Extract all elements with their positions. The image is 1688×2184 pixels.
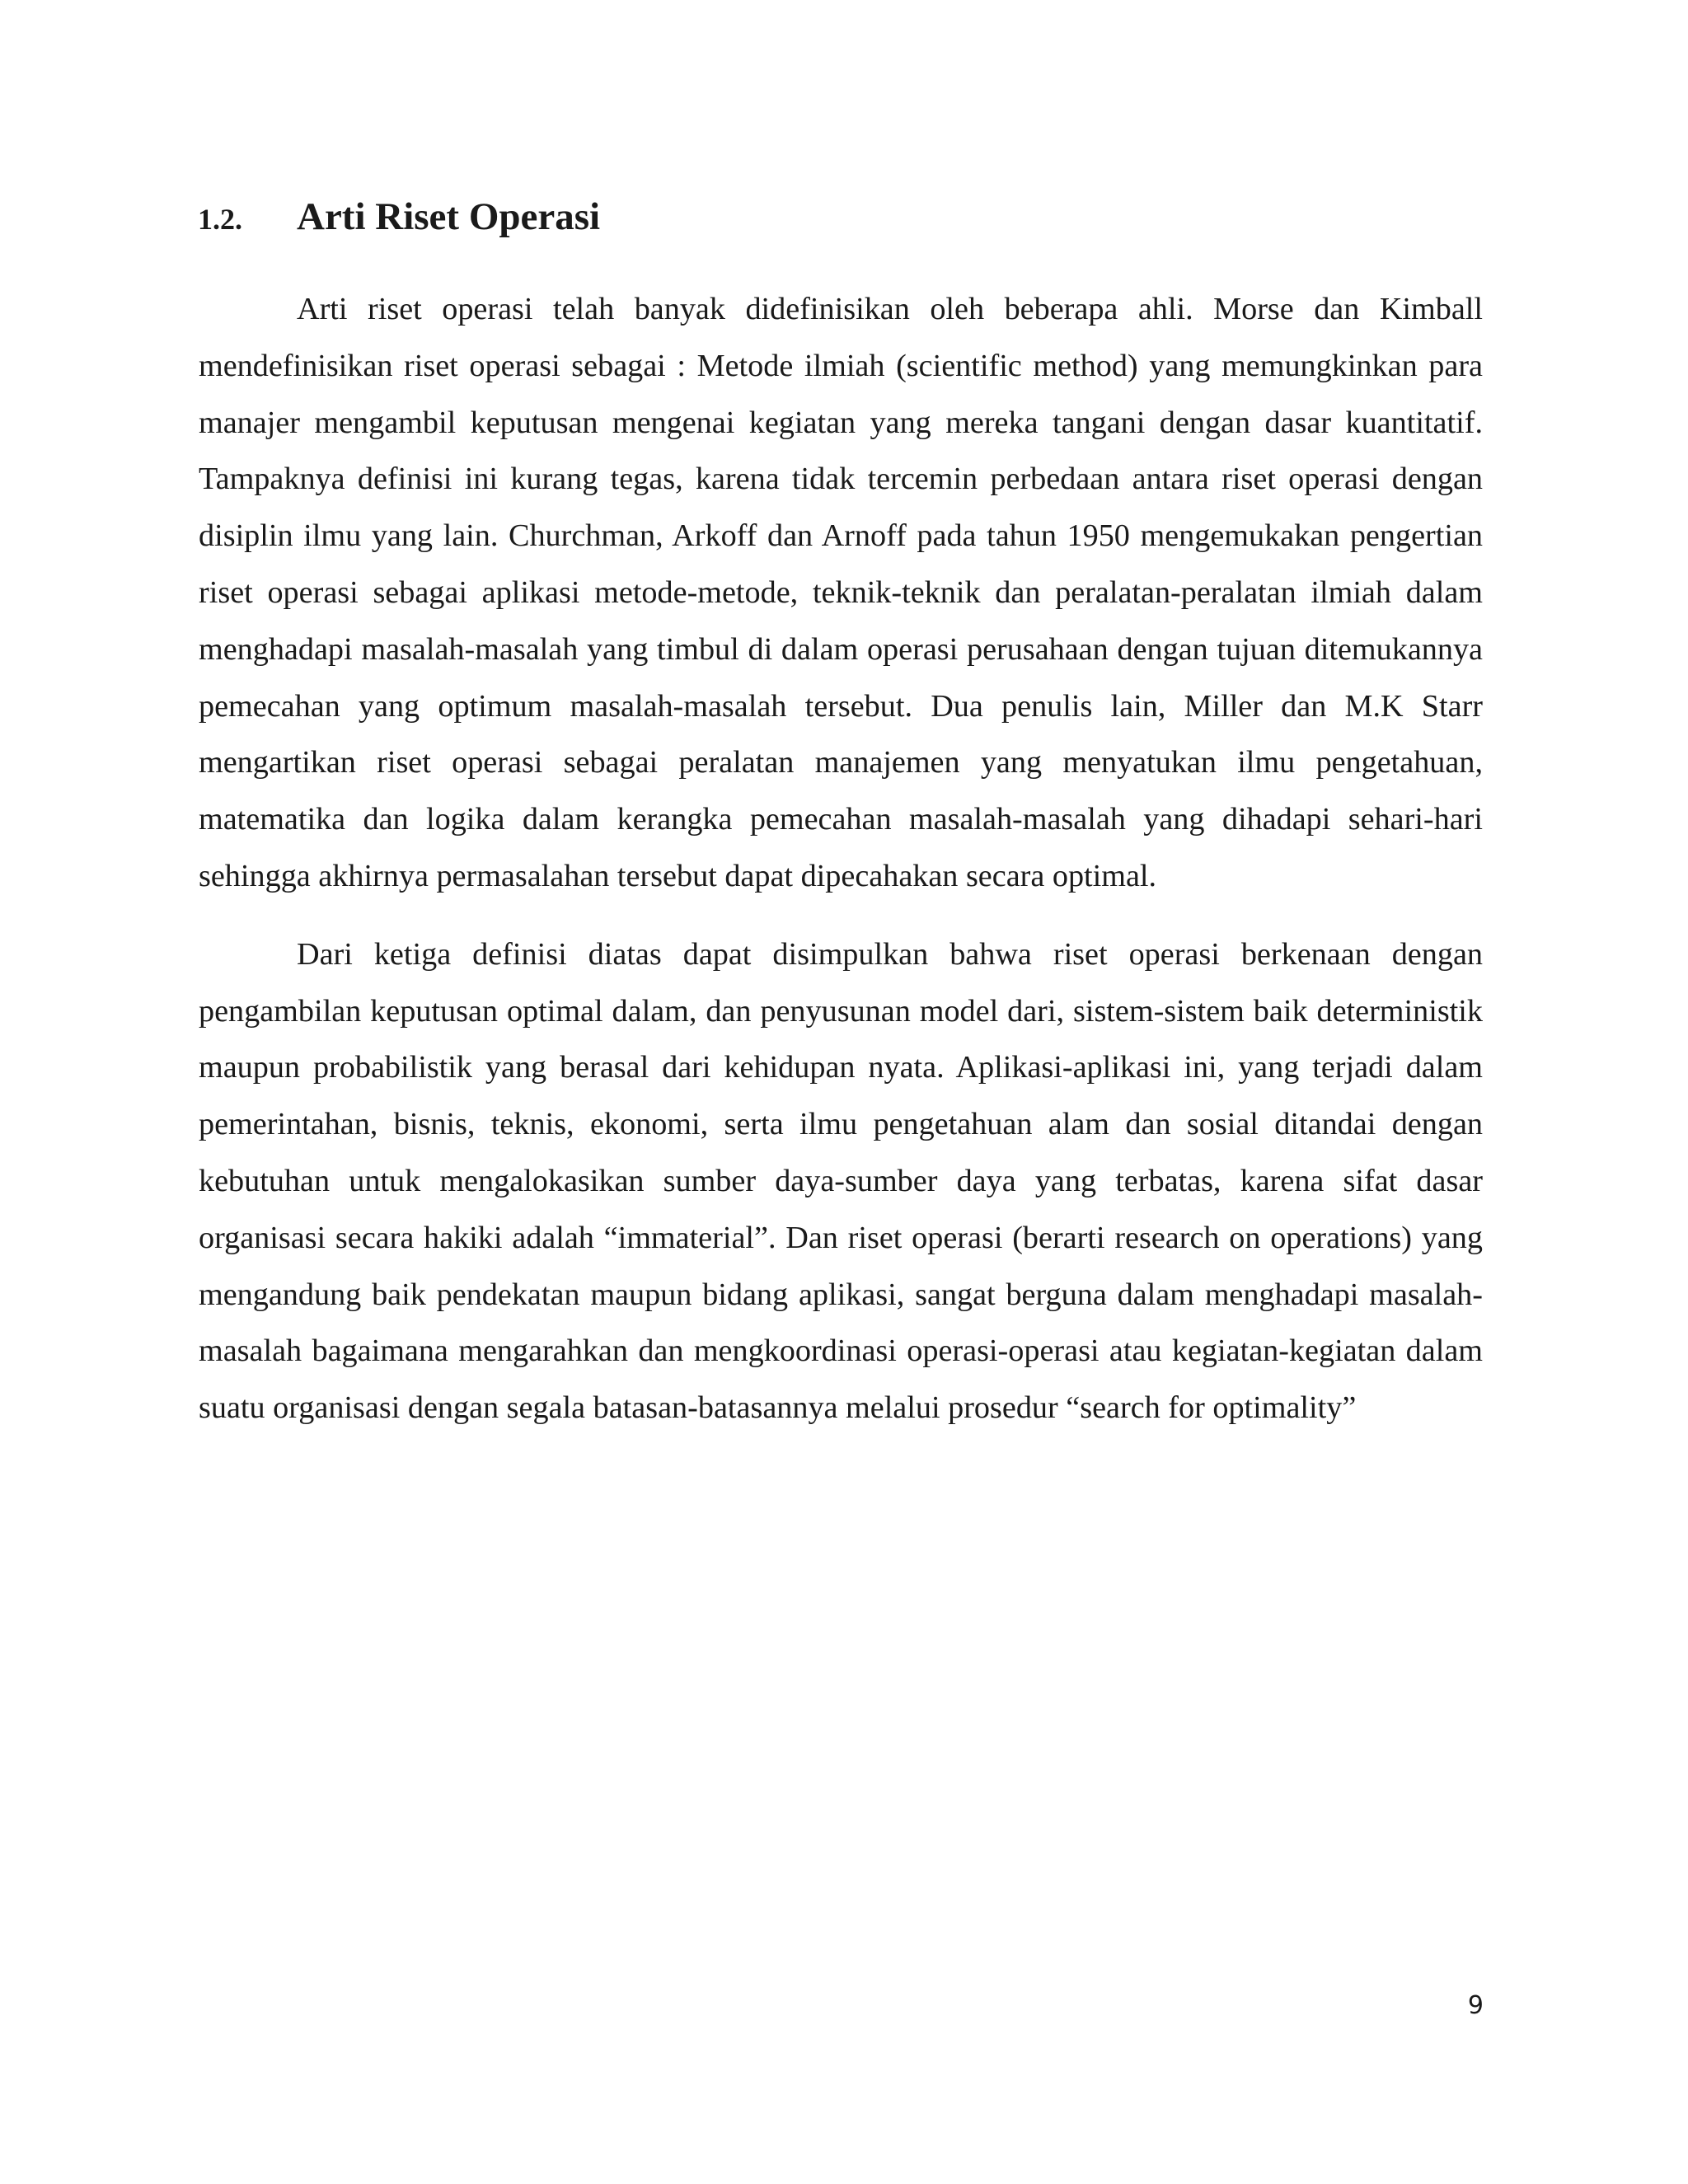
page-number: 9	[1467, 1991, 1484, 2020]
section-number: 1.2.	[198, 203, 242, 236]
body-text	[199, 281, 1483, 1436]
section-heading	[198, 194, 1484, 252]
section-title: Arti Riset Operasi	[297, 195, 601, 238]
paragraph-conclusion: Dari ketiga definisi diatas dapat disimpulkan bahwa riset operasi berkenaan dengan pengambilan keputusan optimal dalam, dan penyusunan model dari, sistem-sistem baik deterministik maupun probabilistik yang berasal dari kehidupan nyata. Aplikasi-aplikasi ini, yang terjadi dalam pemerintahan, bisnis, teknis, ekonomi, serta ilmu pengetahuan alam dan sosial ditandai dengan kebutuhan untuk mengalokasikan sumber daya-sumber daya yang terbatas, karena sifat dasar organisasi secara hakiki adalah “immaterial”. Dan riset operasi (berarti research on operations) yang mengandung baik pendekatan maupun bidang aplikasi, sangat berguna dalam menghadapi masalah-masalah bagaimana mengarahkan dan mengkoordinasi operasi-operasi atau kegiatan-kegiatan dalam suatu organisasi dengan segala batasan-batasannya melalui prosedur “search for optimality”	[199, 936, 1483, 1426]
paragraph-definitions: Arti riset operasi telah banyak didefinisikan oleh beberapa ahli. Morse dan Kimball mendefinisikan riset operasi sebagai : Metode ilmiah (scientific method) yang memungkinkan para manajer mengambil keputusan mengenai kegiatan yang mereka tangani dengan dasar kuantitatif. Tampaknya definisi ini kurang tegas, karena tidak tercemin perbedaan antara riset operasi dengan disiplin ilmu yang lain. Churchman, Arkoff dan Arnoff pada tahun 1950 mengemukakan pengertian riset operasi sebagai aplikasi metode-metode, teknik-teknik dan peralatan-peralatan ilmiah dalam menghadapi masalah-masalah yang timbul di dalam operasi perusahaan dengan tujuan ditemukannya pemecahan yang optimum masalah-masalah tersebut. Dua penulis lain, Miller dan M.K Starr mengartikan riset operasi sebagai peralatan manajemen yang menyatukan ilmu pengetahuan, matematika dan logika dalam kerangka pemecahan masalah-masalah yang dihadapi sehari-hari sehingga akhirnya permasalahan tersebut dapat dipecahakan secara optimal.	[199, 292, 1483, 893]
